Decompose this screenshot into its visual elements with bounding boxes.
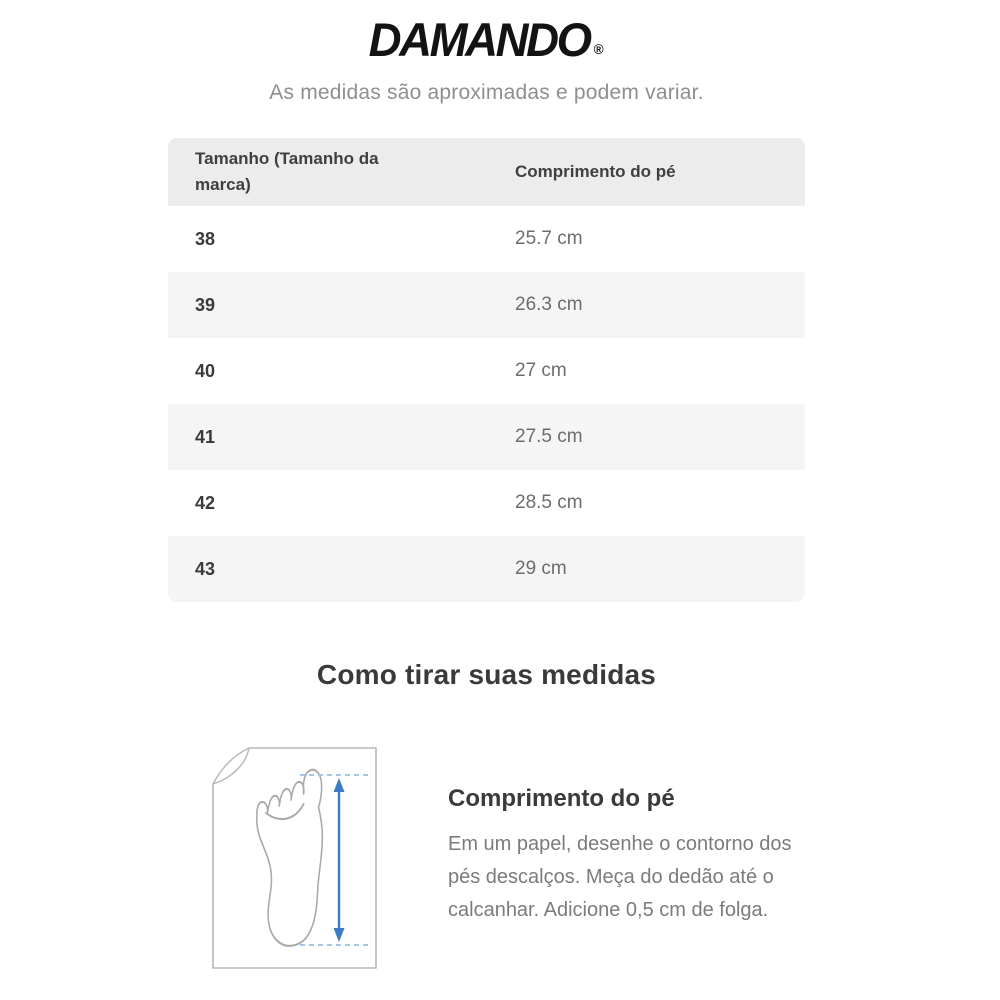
brand-logo-text: DAMANDO — [369, 13, 591, 66]
size-table-row — [168, 536, 805, 602]
brand-header — [168, 0, 805, 105]
foot-length-value: 25.7 cm — [515, 228, 583, 249]
foot-length-description: Em um papel, desenhe o contorno dos pés descalços. Meça do dedão até o calcanhar. Adicione 0,5 cm de folga. — [448, 833, 792, 921]
size-table-row — [168, 206, 805, 272]
size-table-row — [168, 338, 805, 404]
how-to-measure-title: Como tirar suas medidas — [316, 659, 657, 690]
foot-length-value: 27.5 cm — [515, 426, 583, 447]
size-value: 41 — [195, 426, 216, 447]
column-header-brand-size: Tamanho (Tamanho da marca) — [195, 149, 379, 194]
registered-trademark-icon: ® — [593, 41, 604, 57]
measure-section — [168, 745, 805, 971]
size-table-row — [168, 470, 805, 536]
size-value: 40 — [195, 360, 216, 381]
foot-length-title: Comprimento do pé — [448, 785, 675, 812]
brand-logo — [369, 12, 604, 67]
size-table-header — [168, 138, 805, 206]
paper-sheet-icon — [213, 748, 376, 968]
foot-length-value: 29 cm — [515, 558, 567, 579]
foot-length-value: 27 cm — [515, 360, 567, 381]
column-header-foot-length: Comprimento do pé — [515, 162, 676, 181]
foot-length-value: 26.3 cm — [515, 294, 583, 315]
size-value: 38 — [195, 228, 216, 249]
size-table-row — [168, 272, 805, 338]
size-value: 43 — [195, 558, 216, 579]
size-value: 39 — [195, 294, 216, 315]
foot-length-value: 28.5 cm — [515, 492, 583, 513]
size-table-body — [168, 206, 805, 602]
size-table — [168, 138, 805, 602]
size-value: 42 — [195, 492, 216, 513]
measure-instructions — [448, 785, 805, 971]
measurements-disclaimer: As medidas são aproximadas e podem variar. — [269, 81, 704, 104]
size-table-row — [168, 404, 805, 470]
size-guide-content — [168, 0, 805, 971]
foot-measurement-illustration — [208, 745, 384, 971]
